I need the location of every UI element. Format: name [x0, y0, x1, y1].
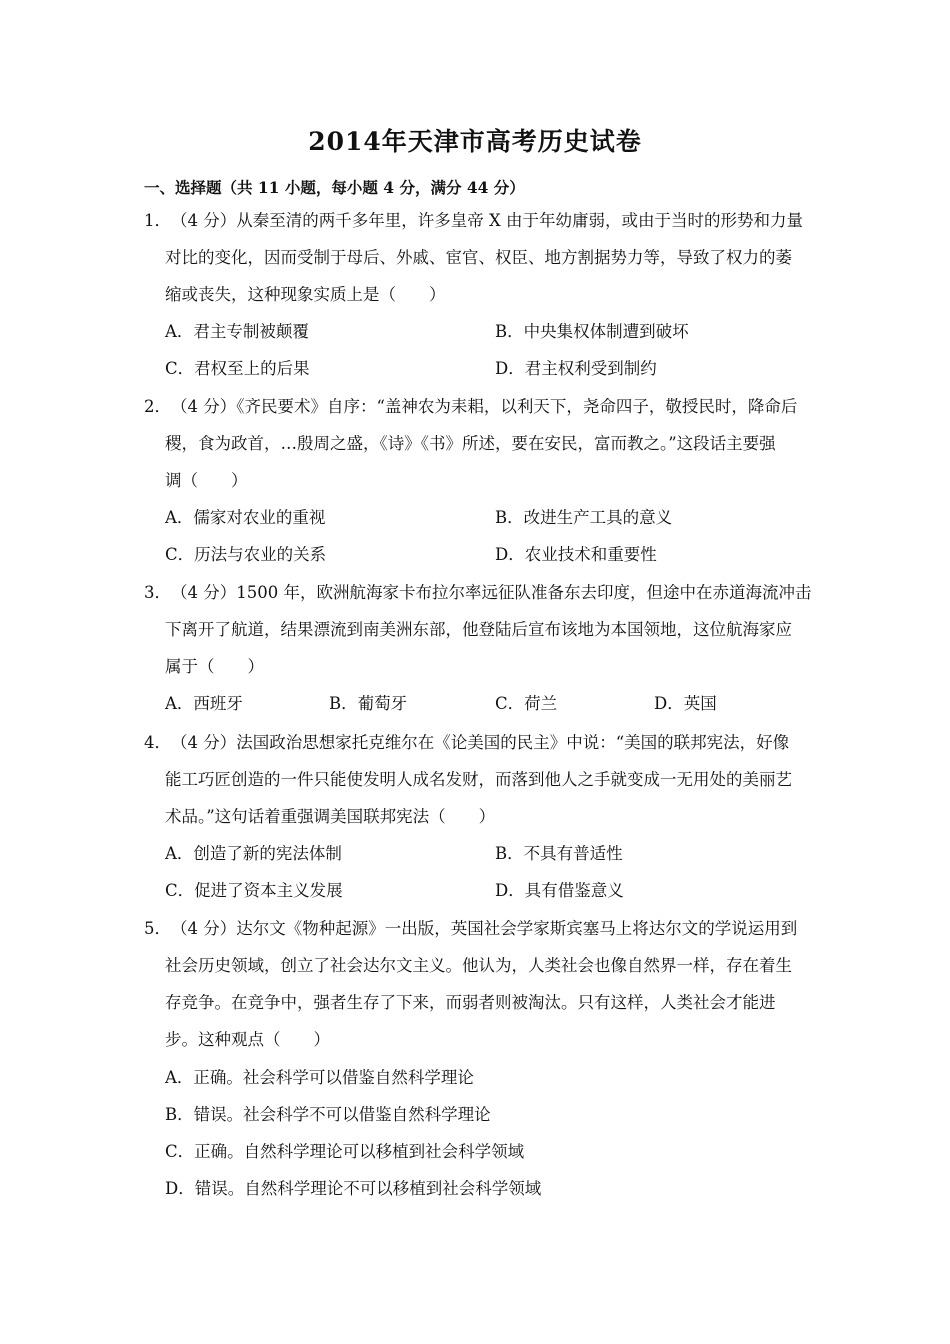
question-1-option-a[interactable]: A．君主专制被颠覆	[165, 322, 309, 341]
question-4-option-c[interactable]: C．促进了资本主义发展	[165, 881, 343, 900]
question-5-option-a[interactable]: A．正确。社会科学可以借鉴自然科学理论	[165, 1068, 474, 1087]
question-2-line-1: 2．（4 分）《齐民要术》自序：“盖神农为耒耜，以利天下，尧命四子，敬授民时，降命后	[144, 397, 798, 416]
question-1-line-3: 缩或丧失，这种现象实质上是（ ）	[165, 285, 446, 304]
question-5-option-b[interactable]: B．错误。社会科学不可以借鉴自然科学理论	[165, 1105, 491, 1124]
question-3-line-2: 下离开了航道，结果漂流到南美洲东部，他登陆后宣布该地为本国领地，这位航海家应	[165, 620, 792, 639]
question-4-line-1: 4．（4 分）法国政治思想家托克维尔在《论美国的民主》中说：“美国的联邦宪法，好像	[144, 733, 790, 752]
question-5-line-1: 5．（4 分）达尔文《物种起源》一出版，英国社会学家斯宾塞马上将达尔文的学说运用到	[144, 919, 798, 938]
question-3-option-d[interactable]: D．英国	[654, 694, 717, 713]
question-3-line-3: 属于（ ）	[165, 657, 264, 676]
question-number: 2．	[144, 397, 171, 416]
question-5-option-c[interactable]: C．正确。自然科学理论可以移植到社会科学领域	[165, 1142, 525, 1161]
question-2-option-c[interactable]: C．历法与农业的关系	[165, 545, 327, 564]
question-1-option-b[interactable]: B．中央集权体制遭到破坏	[495, 322, 689, 341]
question-1-option-d[interactable]: D．君主权利受到制约	[495, 359, 657, 378]
question-5-option-d[interactable]: D．错误。自然科学理论不可以移植到社会科学领域	[165, 1179, 542, 1198]
question-number: 5．	[144, 919, 171, 938]
question-3-option-b[interactable]: B．葡萄牙	[329, 694, 408, 713]
question-number: 4．	[144, 733, 171, 752]
question-number: 1．	[144, 211, 171, 230]
page-title: 2014年天津市高考历史试卷	[308, 127, 642, 156]
question-3-option-a[interactable]: A．西班牙	[165, 694, 243, 713]
question-1-line-1: 1．（4 分）从秦至清的两千多年里，许多皇帝 X 由于年幼庸弱，或由于当时的形势和力量	[144, 211, 803, 230]
question-2-option-d[interactable]: D．农业技术和重要性	[495, 545, 657, 564]
question-5-line-2: 社会历史领域，创立了社会达尔文主义。他认为，人类社会也像自然界一样，存在着生	[165, 956, 792, 975]
question-3-option-c[interactable]: C．荷兰	[495, 694, 558, 713]
question-2-line-2: 稷，食为政首，…殷周之盛，《诗》《书》所述，要在安民，富而教之。”这段话主要强	[165, 434, 776, 453]
question-2-option-a[interactable]: A．儒家对农业的重视	[165, 508, 326, 527]
question-4-option-d[interactable]: D．具有借鉴意义	[495, 881, 624, 900]
question-2-line-3: 调（ ）	[165, 471, 248, 490]
question-4-line-3: 术品。”这句话着重强调美国联邦宪法（ ）	[165, 807, 496, 826]
question-number: 3．	[144, 583, 171, 602]
question-3-line-1: 3．（4 分）1500 年，欧洲航海家卡布拉尔率远征队准备东去印度，但途中在赤道海流冲击	[144, 583, 812, 602]
question-2-option-b[interactable]: B．改进生产工具的意义	[495, 508, 673, 527]
question-4-option-b[interactable]: B．不具有普适性	[495, 844, 623, 863]
question-5-line-4: 步。这种观点（ ）	[165, 1030, 330, 1049]
section-heading: 一、选择题（共 11 小题，每小题 4 分，满分 44 分）	[144, 178, 525, 197]
question-4-line-2: 能工巧匠创造的一件只能使发明人成名发财，而落到他人之手就变成一无用处的美丽艺	[165, 770, 792, 789]
question-5-line-3: 存竞争。在竞争中，强者生存了下来，而弱者则被淘汰。只有这样，人类社会才能进	[165, 993, 776, 1012]
question-1-line-2: 对比的变化，因而受制于母后、外戚、宦官、权臣、地方割据势力等，导致了权力的萎	[165, 248, 792, 267]
question-1-option-c[interactable]: C．君权至上的后果	[165, 359, 310, 378]
question-4-option-a[interactable]: A．创造了新的宪法体制	[165, 844, 342, 863]
